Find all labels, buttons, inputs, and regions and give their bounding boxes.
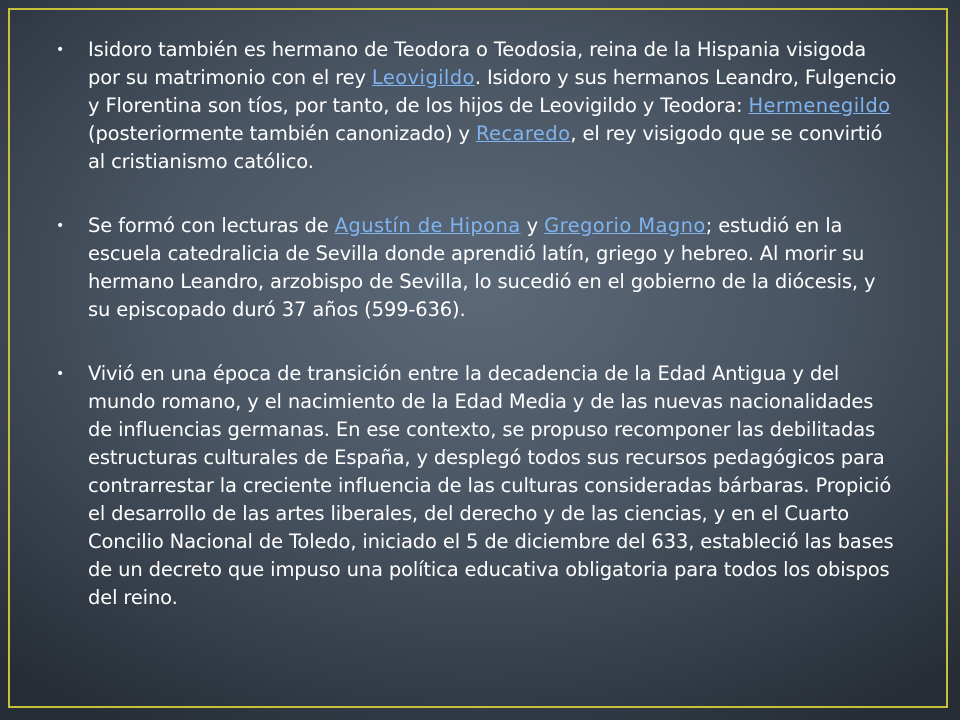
link-recaredo[interactable]: Recaredo xyxy=(475,122,571,145)
bullet-icon: • xyxy=(56,218,65,234)
slide-content xyxy=(56,36,901,648)
bullet-item xyxy=(56,36,901,176)
bullet-icon: • xyxy=(56,42,65,58)
bullet-icon: • xyxy=(56,366,65,382)
bullet-text: Vivió en una época de transición entre la decadencia de la Edad Antigua y del mundo romano, y el nacimiento de la Edad Media y de las nuevas nacionalidades de influencias germanas. En ese contexto, se propuso recomponer las debilitadas estructuras culturales de España, y desplegó todos sus recursos pedagógicos para contrarrestar la creciente influencia de las culturas consideradas bárbaras. Propició el desarrollo de las artes liberales, del derecho y de las ciencias, y en el Cuarto Concilio Nacional de Toledo, iniciado el 5 de diciembre del 633, estableció las bases de un decreto que impuso una política educativa obligatoria para todos los obispos del reino. xyxy=(88,362,894,609)
bullet-text: Isidoro también es hermano de Teodora o Teodosia, reina de la Hispania visigoda por su matrimonio con el rey xyxy=(88,38,867,89)
bullet-text: y xyxy=(520,214,545,237)
bullet-text: , el rey visigodo que se convirtió al cristianismo católico. xyxy=(88,122,883,173)
bullet-text: Se formó con lecturas de xyxy=(88,214,335,237)
bullet-item xyxy=(56,212,901,324)
bullet-text: ; estudió en la escuela catedralicia de Sevilla donde aprendió latín, griego y hebreo. Al morir su hermano Leandro, arzobispo de Sevilla, lo sucedió en el gobierno de la diócesis, y su episcopado duró 37 años (599-636). xyxy=(88,214,876,321)
link-hermenegildo[interactable]: Hermenegildo xyxy=(748,94,891,117)
bullet-item xyxy=(56,360,901,612)
bullet-text: . Isidoro y sus hermanos Leandro, Fulgencio y Florentina son tíos, por tanto, de los hijos de Leovigildo y Teodora: xyxy=(88,66,897,117)
bullet-text: (posteriormente también canonizado) y xyxy=(88,122,476,145)
link-leovigildo[interactable]: Leovigildo xyxy=(371,66,475,89)
link-gregorio-magno[interactable]: Gregorio Magno xyxy=(544,214,706,237)
link-agustin-de-hipona[interactable]: Agustín de Hipona xyxy=(334,214,521,237)
